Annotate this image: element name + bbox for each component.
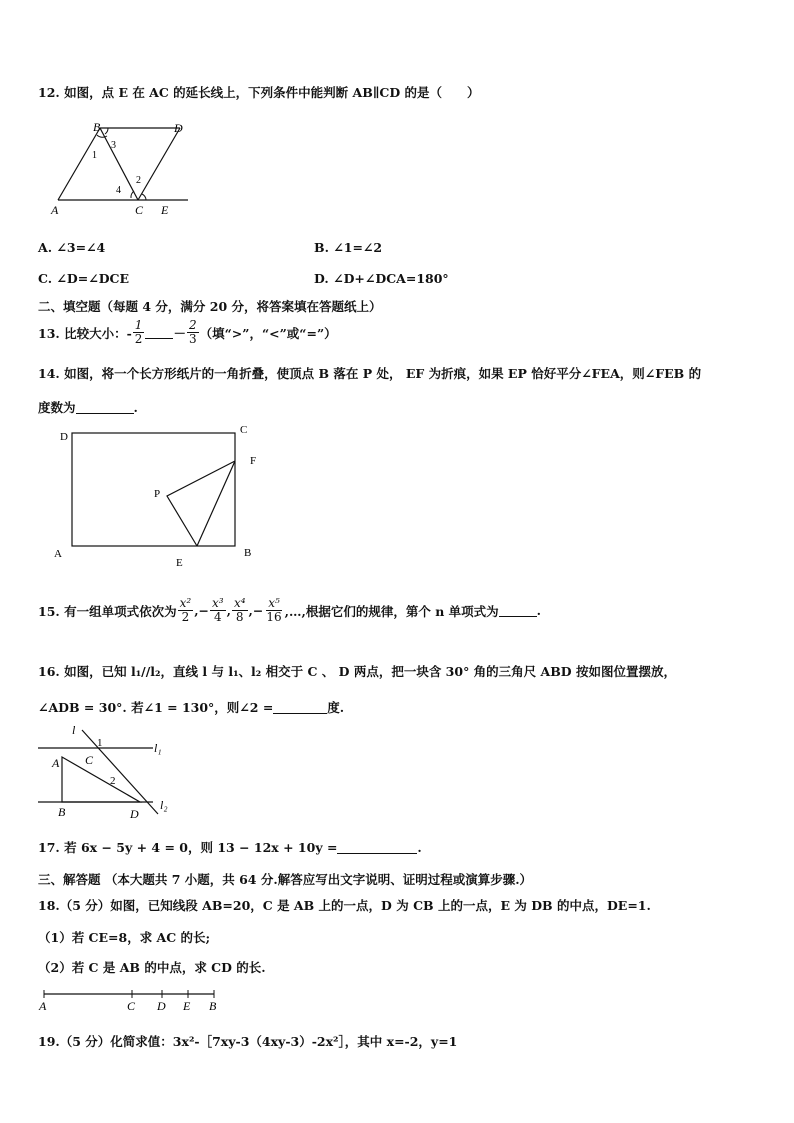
q15-term-3 [232,597,248,624]
q15-end: . [536,603,541,618]
q12-label-c: C [135,203,144,217]
q13-f2-num: 2 [188,318,197,332]
q12-angle-4: 4 [116,185,121,196]
q14-line-2 [38,398,138,416]
q15-prefix: 15. 有一组单项式依次为 [38,603,177,619]
q15-term-4-sign: ,− [248,603,264,618]
q13-fraction-1 [133,319,145,346]
q14-label-p: P [154,488,161,500]
q16-label-a: A [52,756,60,770]
q13-line [38,319,337,346]
q16-label-l1: l₁ [154,741,162,755]
q15-suffix: ,…,根据它们的规律，第个 n 单项式为 [284,603,499,619]
q12-label-e: E [161,203,169,217]
q12-option-d: D. ∠D+∠DCA=180° [314,271,449,286]
q12-angle-2: 2 [136,175,141,186]
q14-label-f: F [250,455,257,467]
q14-figure [48,420,278,570]
q13-f1-num: 1 [134,318,143,332]
q13-fraction-2 [187,319,199,346]
q12-angle-3: 3 [111,140,116,151]
q13-f2-den: 3 [188,332,197,346]
q16-label-l2: l₂ [160,798,168,812]
q15-term-1-num: x² [179,596,192,610]
q18-figure [34,984,234,1014]
q12-option-b: B. ∠1=∠2 [314,240,383,255]
q18-label-e: E [183,999,191,1013]
q13-suffix: （填“>”，“<”或“=”） [199,325,337,341]
q16-answer-blank[interactable] [273,701,327,714]
q15-term-2 [210,597,226,624]
q12-text: 12. 如图，点 E 在 AC 的延长线上，下列条件中能判断 AB∥CD 的是（ ） [38,85,480,100]
q18-line-1: 18.（5 分）如图，已知线段 AB=20，C 是 AB 上的一点，D 为 CB 上的一点，E 为 DB 的中点，DE=1. [38,898,651,913]
q14-label-d: D [60,431,68,443]
q18-label-b: B [209,999,217,1013]
q12-label-b: B [93,120,101,134]
q15-term-2-num: x³ [212,596,224,610]
q16-line-2a: ∠ADB = 30°. 若∠1 = 130°，则∠2 = [38,700,274,715]
q13-f1-den: 2 [134,332,143,346]
q14-label-a: A [54,548,62,560]
q14-label-e: E [176,557,183,569]
q14-line-2-end: . [133,400,138,415]
q15-term-1-den: 2 [181,610,190,624]
q12-option-c: C. ∠D=∠DCE [38,271,130,286]
q17-answer-blank[interactable] [337,841,417,854]
q16-angle-2: 2 [110,775,116,787]
q14-line-2-text: 度数为 [38,400,76,415]
q19-text: 19.（5 分）化简求值：3x²-［7xy-3（4xy-3）-2x²］，其中 x=-2，y=1 [38,1034,458,1049]
q14-answer-blank[interactable] [76,401,134,414]
q13-mid: － [173,325,186,341]
q16-angle-1: 1 [97,737,103,749]
q12-label-d: D [174,121,183,135]
q17-text: 17. 若 6x − 5y + 4 = 0，则 13 − 12x + 10y = [38,840,338,855]
q16-label-d: D [130,807,139,821]
q12-option-a: A. ∠3=∠4 [38,240,106,255]
q14-line-1: 14. 如图，将一个长方形纸片的一角折叠，使顶点 B 落在 P 处， EF 为折痕，如果 EP 恰好平分∠FEA，则∠FEB 的 [38,366,702,381]
q16-label-l: l [72,723,76,737]
q16-label-b: B [58,805,66,819]
q13-prefix: 13. 比较大小：- [38,325,132,341]
q15-term-3-num: x⁴ [233,596,246,610]
q12-label-a: A [51,203,59,217]
q18-label-a: A [39,999,47,1013]
q15-term-3-den: 8 [235,610,244,624]
q18-label-c: C [127,999,136,1013]
q16-line-2 [38,698,344,716]
q16-figure [30,722,190,822]
q15-term-2-sign: ,− [194,603,210,618]
q16-line-1: 16. 如图，已知 l₁//l₂，直线 l 与 l₁、l₂ 相交于 C 、 D 两点，把一块含 30° 角的三角尺 ABD 按如图位置摆放， [38,664,676,679]
q15-line [38,597,541,624]
q18-label-d: D [157,999,166,1013]
section-2-heading: 二、填空题（每题 4 分，满分 20 分，将答案填在答题纸上） [38,299,382,314]
q12-figure [45,118,195,220]
q15-answer-blank[interactable] [499,604,537,617]
q15-term-3-sign: , [226,603,231,618]
q15-term-2-den: 4 [213,610,222,624]
q16-line-2b: 度. [327,700,345,715]
q17-end: . [417,840,422,855]
q14-label-b: B [244,547,252,559]
q17-line [38,838,422,856]
q18-line-3: （2）若 C 是 AB 的中点，求 CD 的长. [38,960,266,975]
q15-term-4 [264,597,283,624]
q15-term-1 [178,597,194,624]
section-3-heading: 三、解答题 （本大题共 7 小题，共 64 分.解答应写出文字说明、证明过程或演算步骤.） [38,872,533,887]
q12-angle-1: 1 [92,150,97,161]
q15-term-4-num: x⁵ [268,596,280,610]
q13-answer-blank[interactable] [145,326,173,339]
q18-line-2: （1）若 CE=8，求 AC 的长; [38,930,211,945]
q16-label-c: C [85,753,94,767]
q14-label-c: C [240,424,248,436]
q15-term-4-den: 16 [266,610,282,624]
